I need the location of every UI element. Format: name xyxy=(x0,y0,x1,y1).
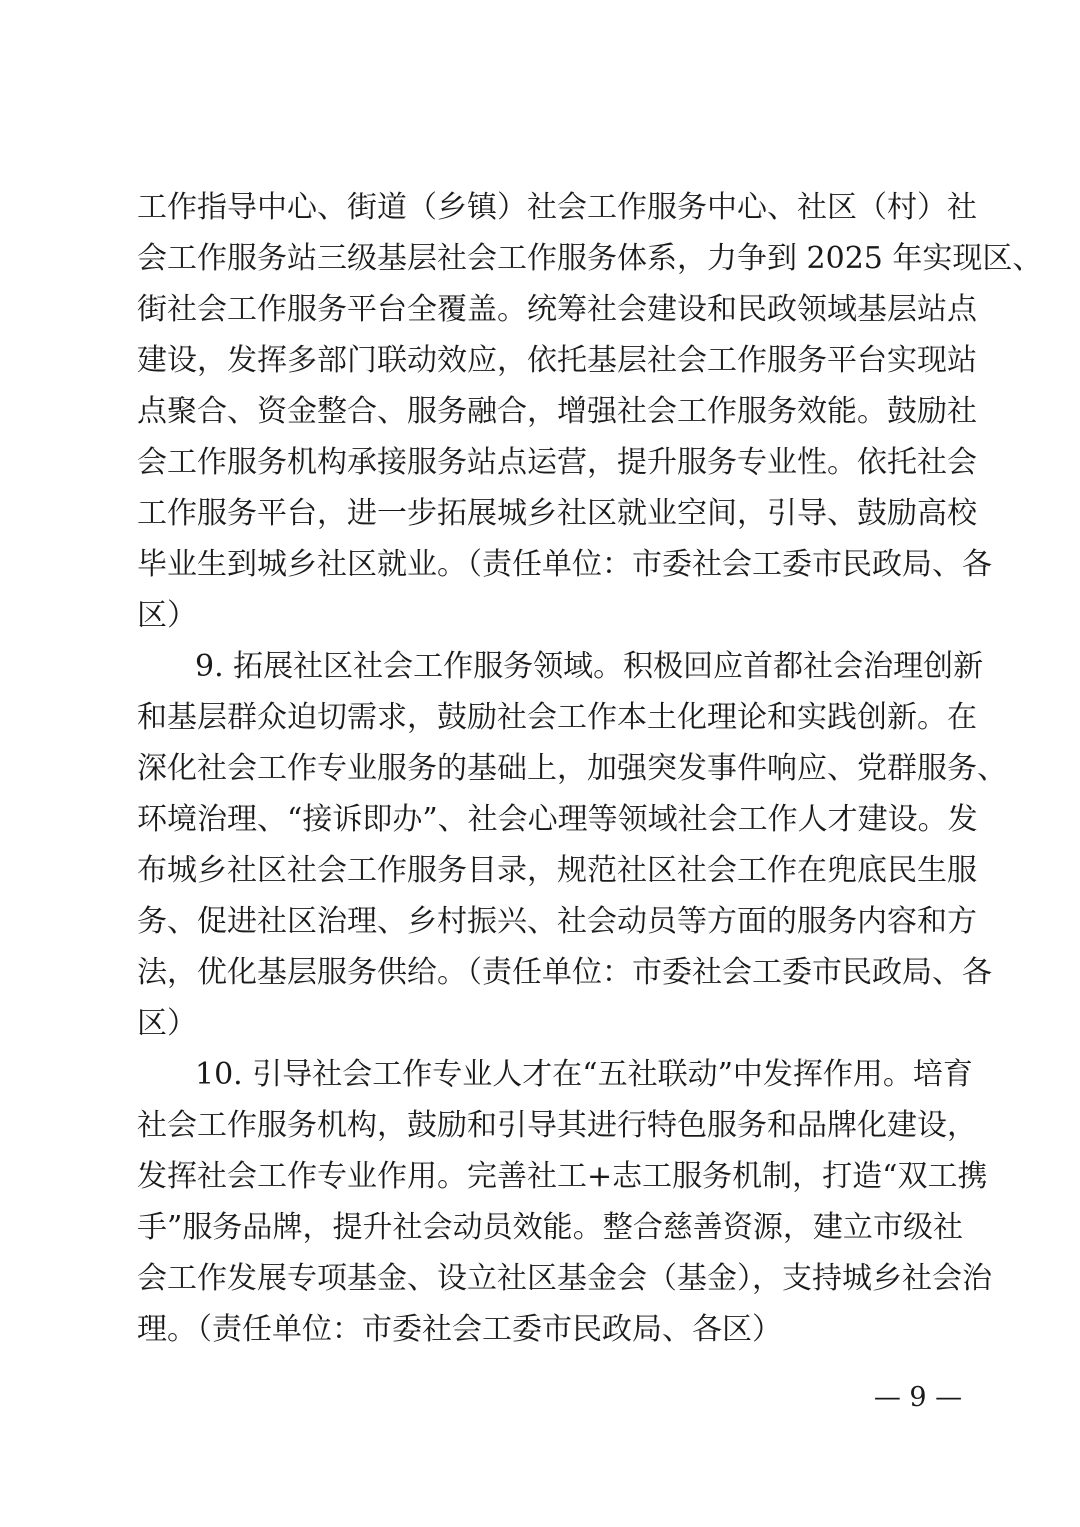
text-line: 建设，发挥多部门联动效应，依托基层社会工作服务平台实现站 xyxy=(137,343,977,378)
text-line: 环境治理、“接诉即办”、社会心理等领域社会工作人才建设。发 xyxy=(137,802,978,837)
page-number: — 9 — xyxy=(873,1382,963,1413)
text-line: 和基层群众迫切需求，鼓励社会工作本土化理论和实践创新。在 xyxy=(137,700,977,735)
paragraph-item-10 xyxy=(137,1049,992,1355)
text-line: 毕业生到城乡社区就业。（责任单位：市委社会工委市民政局、各 xyxy=(137,547,992,582)
text-line: 深化社会工作专业服务的基础上，加强突发事件响应、党群服务、 xyxy=(137,751,1007,786)
document-body xyxy=(137,182,1043,1355)
paragraph-continuation xyxy=(137,182,1043,641)
text-line: 手”服务品牌，提升社会动员效能。整合慈善资源，建立市级社 xyxy=(137,1210,963,1245)
text-line: 布城乡社区社会工作服务目录，规范社区社会工作在兜底民生服 xyxy=(137,853,977,888)
text-line: 工作服务平台，进一步拓展城乡社区就业空间，引导、鼓励高校 xyxy=(137,496,977,531)
text-line: 街社会工作服务平台全覆盖。统筹社会建设和民政领域基层站点 xyxy=(137,292,977,327)
text-line: 区） xyxy=(137,1006,197,1041)
text-line: 10. 引导社会工作专业人才在“五社联动”中发挥作用。培育 xyxy=(195,1057,973,1092)
text-line: 工作指导中心、街道（乡镇）社会工作服务中心、社区（村）社 xyxy=(137,190,977,225)
text-line: 会工作服务站三级基层社会工作服务体系，力争到 2025 年实现区、 xyxy=(137,241,1043,276)
text-line: 会工作服务机构承接服务站点运营，提升服务专业性。依托社会 xyxy=(137,445,977,480)
text-line: 务、促进社区治理、乡村振兴、社会动员等方面的服务内容和方 xyxy=(137,904,977,939)
text-line: 发挥社会工作专业作用。完善社工+志工服务机制，打造“双工携 xyxy=(137,1159,988,1194)
text-line: 区） xyxy=(137,598,197,633)
text-line: 会工作发展专项基金、设立社区基金会（基金），支持城乡社会治 xyxy=(137,1261,992,1296)
text-line: 点聚合、资金整合、服务融合，增强社会工作服务效能。鼓励社 xyxy=(137,394,977,429)
text-line: 理。（责任单位：市委社会工委市民政局、各区） xyxy=(137,1312,782,1347)
text-line: 社会工作服务机构，鼓励和引导其进行特色服务和品牌化建设， xyxy=(137,1108,977,1143)
text-line: 法，优化基层服务供给。（责任单位：市委社会工委市民政局、各 xyxy=(137,955,992,990)
text-line: 9. 拓展社区社会工作服务领域。积极回应首都社会治理创新 xyxy=(195,649,984,684)
paragraph-item-9 xyxy=(137,641,1007,1049)
